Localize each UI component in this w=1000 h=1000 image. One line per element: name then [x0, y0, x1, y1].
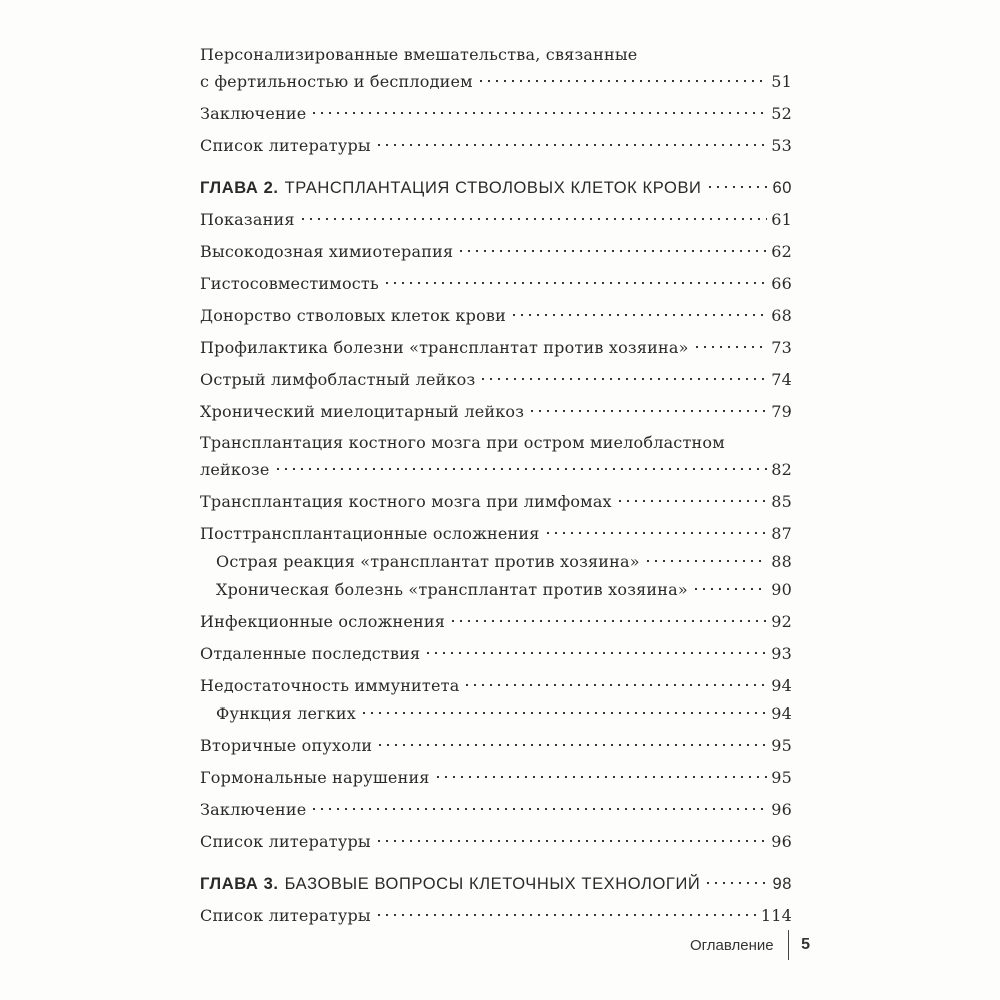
- toc-entry-title: Хроническая болезнь «трансплантат против хозяина»: [216, 580, 688, 599]
- toc-chapter-3: [200, 870, 792, 898]
- toc-chapter-2: [200, 174, 792, 202]
- leader-dots: [616, 499, 767, 503]
- toc-entry-title: Хронический миелоцитарный лейкоз: [200, 402, 525, 421]
- toc-page-number: 87: [771, 524, 792, 543]
- toc-subentry: [200, 576, 792, 604]
- leader-dots: [457, 249, 767, 253]
- leader-dots: [375, 143, 767, 147]
- toc-page-number: 62: [771, 242, 792, 261]
- toc-page-number: 95: [771, 736, 792, 755]
- chapter-label: ГЛАВА 2.: [200, 179, 279, 197]
- toc-page-number: 90: [771, 580, 792, 599]
- toc-entry-title-line1: Персонализированные вмешательства, связанные: [200, 45, 638, 64]
- toc-entry: [200, 398, 792, 426]
- toc-page-number: 93: [771, 644, 792, 663]
- toc-entry: [200, 366, 792, 394]
- toc-entry: [200, 334, 792, 362]
- toc-entry-title: Отдаленные последствия: [200, 644, 421, 663]
- chapter-title: ТРАНСПЛАНТАЦИЯ СТВОЛОВЫХ КЛЕТОК КРОВИ: [284, 179, 702, 197]
- toc-subentry: [200, 700, 792, 728]
- leader-dots: [706, 185, 769, 189]
- toc-entry: [200, 42, 792, 96]
- toc-page-number: 88: [771, 552, 792, 571]
- toc-entry-title: Острый лимфобластный лейкоз: [200, 370, 476, 389]
- toc-page-number: 68: [771, 306, 792, 325]
- toc-page-number: 96: [771, 832, 792, 851]
- leader-dots: [449, 619, 767, 623]
- leader-dots: [375, 839, 767, 843]
- toc-entry-title-line2: с фертильностью и бесплодием: [200, 72, 473, 91]
- toc-entry: [200, 302, 792, 330]
- toc-page-number: 94: [771, 676, 792, 695]
- leader-dots: [693, 345, 768, 349]
- footer-divider: [788, 930, 790, 960]
- table-of-contents: [200, 42, 792, 930]
- leader-dots: [528, 409, 767, 413]
- toc-entry-title: Список литературы: [200, 832, 371, 851]
- toc-entry: [200, 608, 792, 636]
- leader-dots: [424, 651, 767, 655]
- toc-entry-title: Список литературы: [200, 906, 371, 925]
- chapter-title: БАЗОВЫЕ ВОПРОСЫ КЛЕТОЧНЫХ ТЕХНОЛОГИЙ: [284, 875, 701, 893]
- leader-dots: [463, 683, 767, 687]
- toc-page-number: 79: [771, 402, 792, 421]
- toc-page-number: 73: [771, 338, 792, 357]
- toc-entry-title: Заключение: [200, 800, 307, 819]
- leader-dots: [383, 281, 767, 285]
- toc-page-number: 51: [771, 72, 792, 91]
- toc-entry: [200, 520, 792, 548]
- toc-entry: [200, 796, 792, 824]
- toc-entry-title-line1: Трансплантация костного мозга при остром миелобластном: [200, 433, 725, 452]
- toc-entry-title: Функция легких: [216, 704, 356, 723]
- toc-subentry: [200, 548, 792, 576]
- toc-entry: [200, 902, 792, 930]
- toc-entry-title: Гистосовместимость: [200, 274, 379, 293]
- toc-page-number: 74: [771, 370, 792, 389]
- toc-entry-title: Высокодозная химиотерапия: [200, 242, 454, 261]
- leader-dots: [274, 467, 768, 471]
- toc-entry: [200, 672, 792, 700]
- page-footer: [690, 930, 810, 960]
- toc-entry: [200, 640, 792, 668]
- toc-entry: [200, 100, 792, 128]
- toc-entry-title: Недостаточность иммунитета: [200, 676, 460, 695]
- leader-dots: [310, 807, 767, 811]
- toc-entry: [200, 206, 792, 234]
- toc-entry-title: Трансплантация костного мозга при лимфомах: [200, 492, 612, 511]
- leader-dots: [544, 531, 768, 535]
- leader-dots: [692, 587, 767, 591]
- toc-entry: [200, 270, 792, 298]
- toc-page-number: 98: [772, 875, 792, 893]
- toc-entry: [200, 764, 792, 792]
- toc-entry-title: Список литературы: [200, 136, 371, 155]
- toc-page-number: 53: [771, 136, 792, 155]
- toc-page-number: 114: [760, 906, 792, 925]
- toc-entry-title-line2: лейкозе: [200, 460, 270, 479]
- toc-entry: [200, 132, 792, 160]
- running-footer-section: Оглавление: [689, 936, 774, 954]
- toc-entry: [200, 828, 792, 856]
- toc-entry: [200, 238, 792, 266]
- chapter-label: ГЛАВА 3.: [200, 875, 279, 893]
- leader-dots: [644, 559, 767, 563]
- toc-page-number: 82: [771, 460, 792, 479]
- toc-page-number: 96: [771, 800, 792, 819]
- toc-entry-title: Заключение: [200, 104, 307, 123]
- leader-dots: [375, 913, 757, 917]
- toc-entry-title: Гормональные нарушения: [200, 768, 430, 787]
- toc-entry-title: Донорство стволовых клеток крови: [200, 306, 506, 325]
- toc-entry: [200, 732, 792, 760]
- toc-page-number: 92: [771, 612, 792, 631]
- toc-page-number: 94: [771, 704, 792, 723]
- toc-entry: [200, 430, 792, 484]
- toc-page-number: 85: [771, 492, 792, 511]
- leader-dots: [477, 79, 767, 83]
- toc-entry-title: Посттрансплантационные осложнения: [200, 524, 540, 543]
- leader-dots: [479, 377, 767, 381]
- leader-dots: [510, 313, 767, 317]
- toc-page-number: 61: [771, 210, 792, 229]
- toc-page-number: 95: [771, 768, 792, 787]
- leader-dots: [299, 217, 768, 221]
- toc-page-number: 52: [771, 104, 792, 123]
- toc-entry-title: Инфекционные осложнения: [200, 612, 446, 631]
- leader-dots: [376, 743, 767, 747]
- toc-entry-title: Острая реакция «трансплантат против хозяина»: [216, 552, 640, 571]
- leader-dots: [434, 775, 768, 779]
- toc-entry-title: Вторичные опухоли: [200, 736, 373, 755]
- toc-page-number: 60: [772, 179, 792, 197]
- toc-page-number: 66: [771, 274, 792, 293]
- toc-entry: [200, 488, 792, 516]
- toc-entry-title: Показания: [200, 210, 295, 229]
- leader-dots: [310, 111, 767, 115]
- leader-dots: [704, 881, 768, 885]
- leader-dots: [360, 711, 767, 715]
- page-number: 5: [801, 936, 810, 953]
- toc-entry-title: Профилактика болезни «трансплантат против хозяина»: [200, 338, 689, 357]
